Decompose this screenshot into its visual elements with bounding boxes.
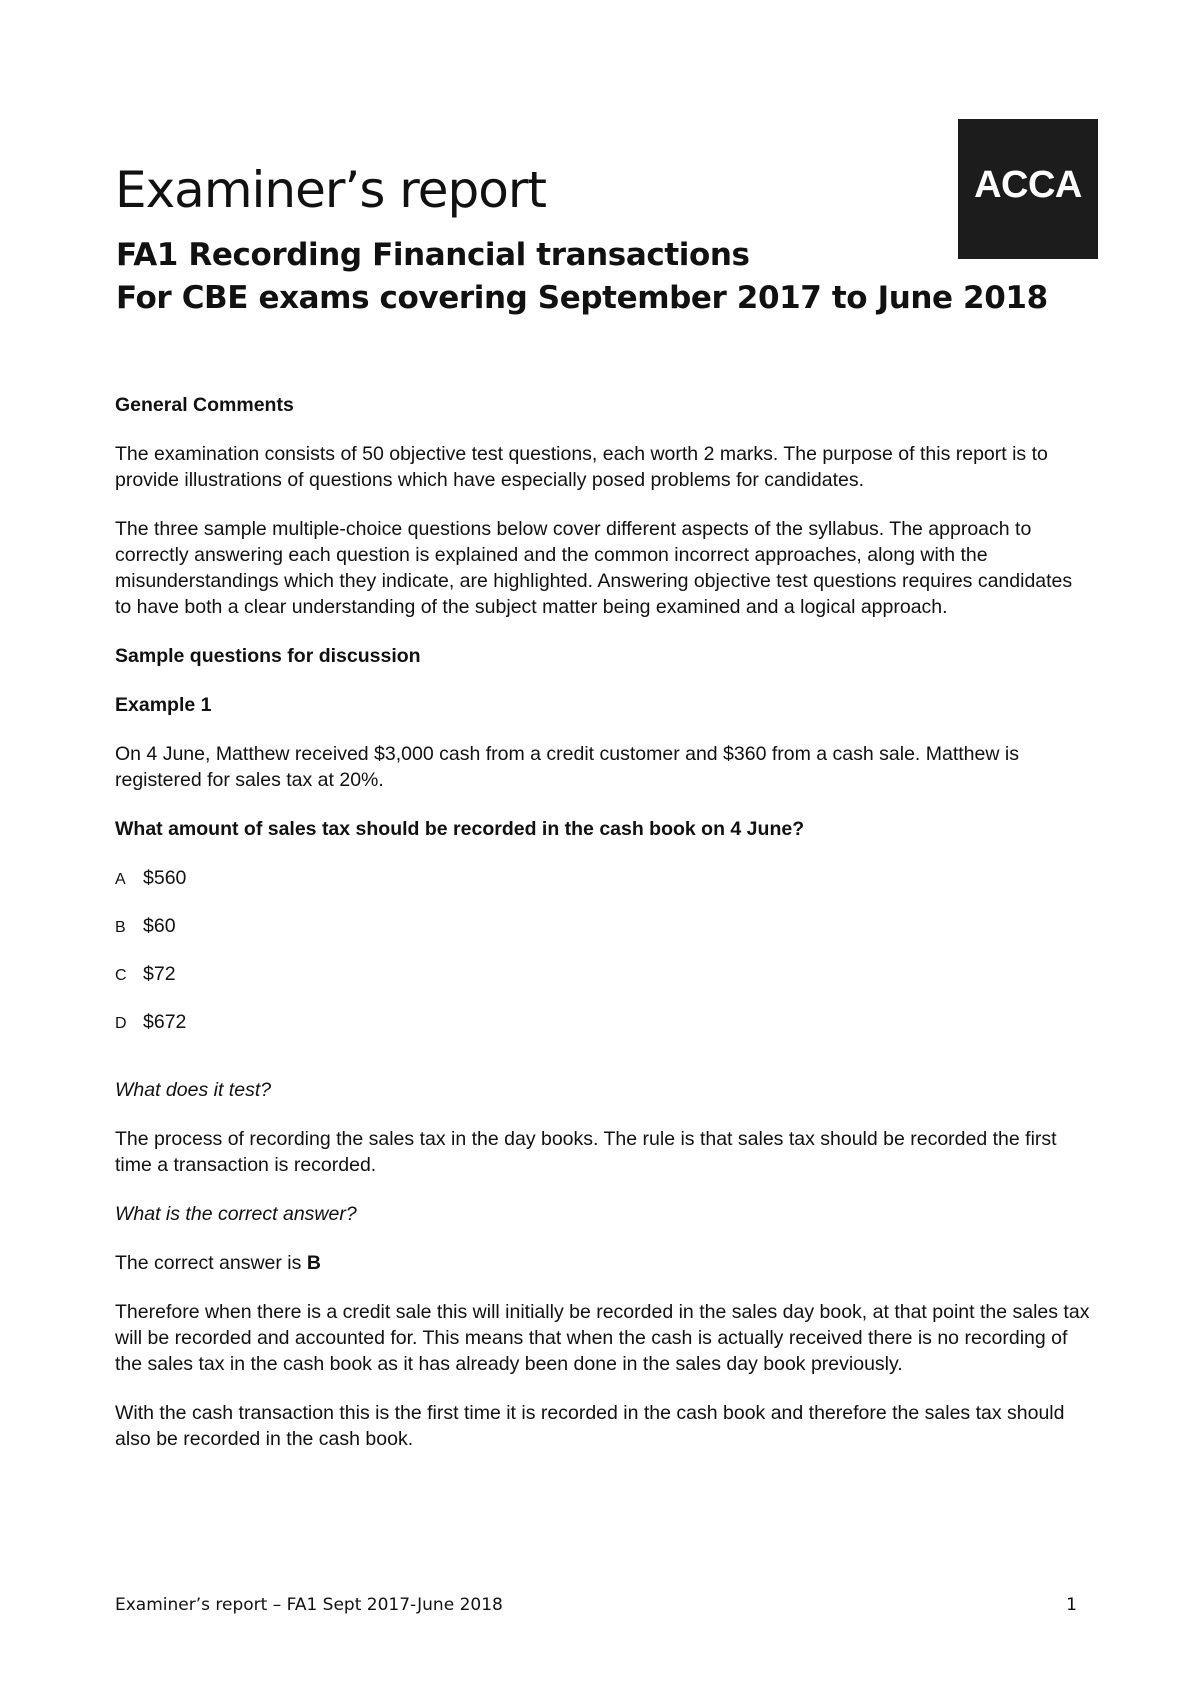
answer-option xyxy=(115,1009,1090,1035)
answer-prefix: The correct answer is xyxy=(115,1252,307,1274)
option-text: $72 xyxy=(143,963,176,985)
page-number: 1 xyxy=(1066,1595,1077,1615)
general-paragraph-2: The three sample multiple-choice questions below cover different aspects of the syllabus. The approach to correctly answering each question is explained and the common incorrect approaches, along with the misunderstandings which they indicate, are highlighted. Answering objective test questions requires candidates to have both a clear understanding of the subject matter being examined and a logical approach. xyxy=(115,518,1073,618)
test-explanation: The process of recording the sales tax in the day books. The rule is that sales tax should be recorded the first time a transaction is recorded. xyxy=(115,1128,1057,1176)
answer-option xyxy=(115,913,1090,939)
sample-questions-heading: Sample questions for discussion xyxy=(115,645,421,667)
general-paragraph-1: The examination consists of 50 objective test questions, each worth 2 marks. The purpose of this report is to provide illustrations of questions which have especially posed problems for candidates. xyxy=(115,443,1048,491)
option-text: $672 xyxy=(143,1011,187,1033)
option-letter: D xyxy=(115,1015,127,1032)
question-scenario: On 4 June, Matthew received $3,000 cash from a credit customer and $360 from a cash sale. Matthew is registered for sales tax at 20%. xyxy=(115,743,1019,791)
option-letter: C xyxy=(115,967,127,984)
general-comments-heading: General Comments xyxy=(115,394,294,416)
option-text: $60 xyxy=(143,915,176,937)
test-heading: What does it test? xyxy=(115,1079,272,1101)
logo-text: ACCA xyxy=(974,163,1082,206)
acca-logo xyxy=(958,119,1098,259)
option-text: $560 xyxy=(143,867,187,889)
option-letter: B xyxy=(115,919,126,936)
option-letter: A xyxy=(115,871,126,888)
page-title: Examiner’s report xyxy=(115,161,546,219)
page-subtitle-course: FA1 Recording Financial transactions xyxy=(116,237,750,273)
answer-explanation-1: Therefore when there is a credit sale this will initially be recorded in the sales day book, at that point the sales tax will be recorded and accounted for. This means that when the cash is actually received there is no recording of the sales tax in the cash book as it has already been done in the sales day book previously. xyxy=(115,1301,1090,1375)
correct-answer-line xyxy=(115,1250,1090,1276)
question-text: What amount of sales tax should be recorded in the cash book on 4 June? xyxy=(115,818,805,840)
answer-option xyxy=(115,961,1090,987)
answer-letter: B xyxy=(306,1252,321,1274)
answer-heading: What is the correct answer? xyxy=(115,1203,357,1225)
answer-explanation-2: With the cash transaction this is the first time it is recorded in the cash book and therefore the sales tax should also be recorded in the cash book. xyxy=(115,1402,1065,1450)
page-subtitle-period: For CBE exams covering September 2017 to June 2018 xyxy=(116,280,1048,316)
footer-text: Examiner’s report – FA1 Sept 2017-June 2018 xyxy=(115,1595,503,1615)
answer-option xyxy=(115,865,1090,891)
report-body xyxy=(115,392,1090,1452)
page-footer xyxy=(115,1595,1077,1615)
example-heading: Example 1 xyxy=(115,694,212,716)
